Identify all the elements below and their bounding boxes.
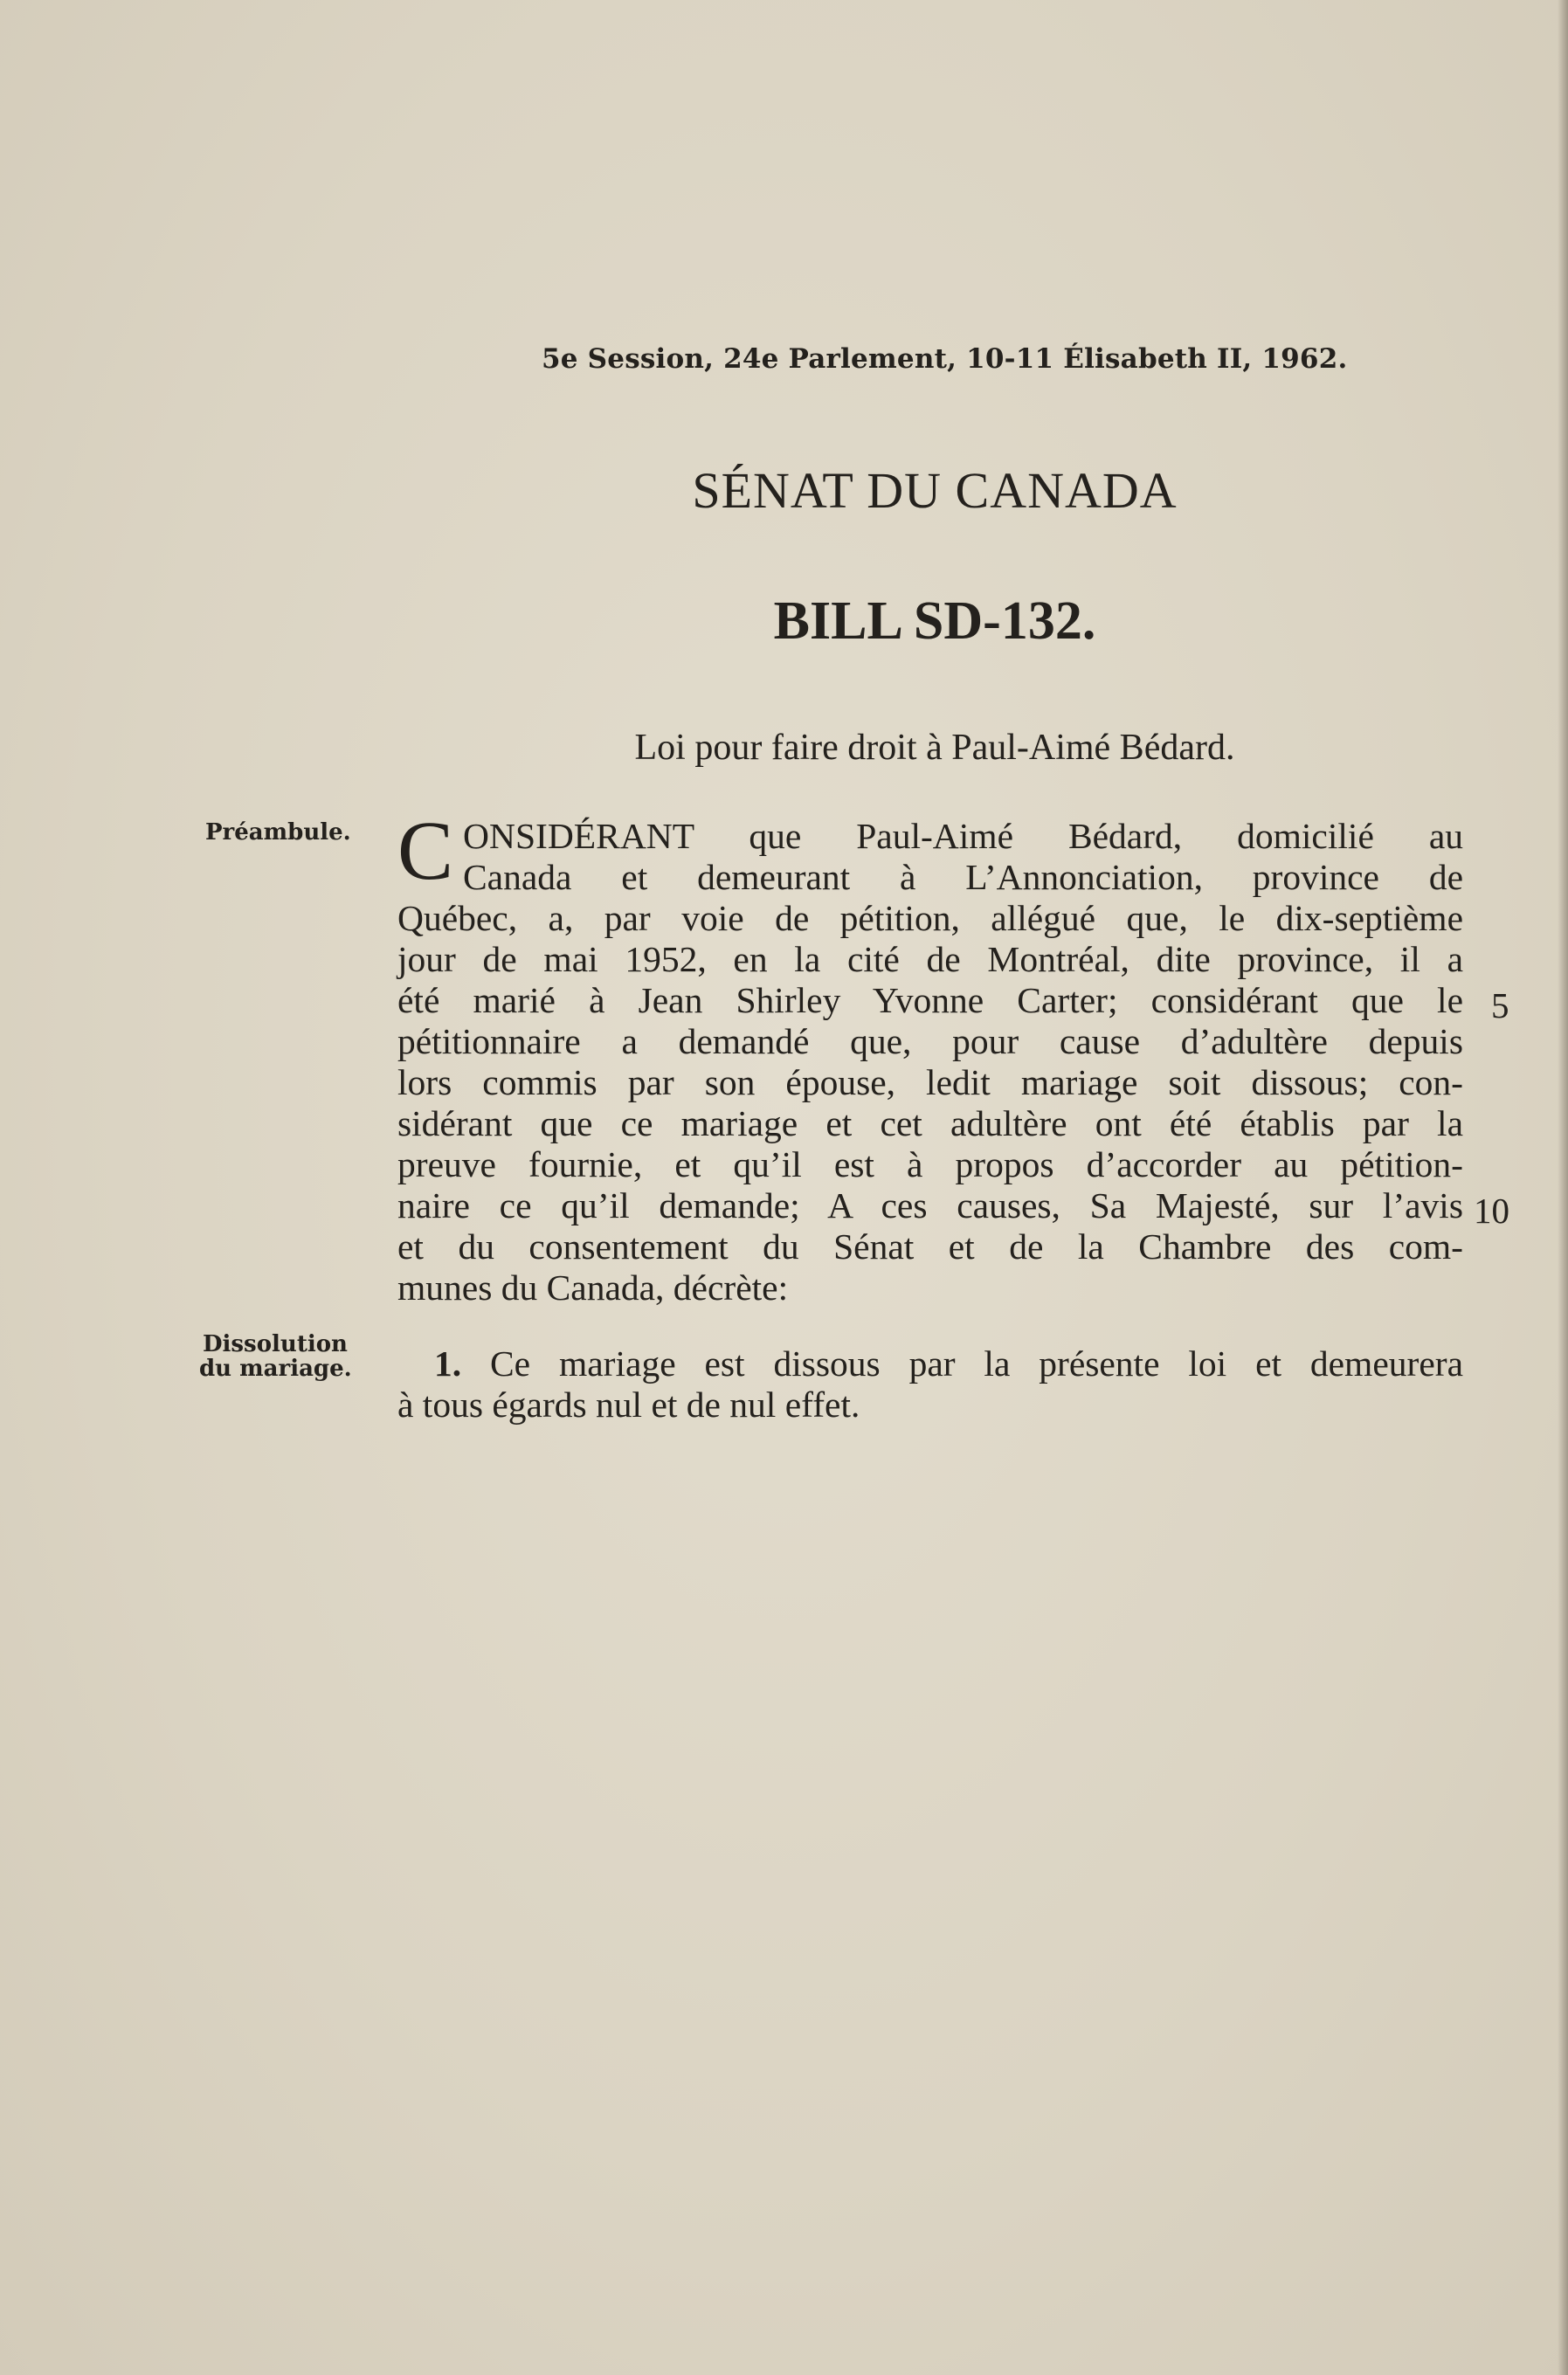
preamble-line: et du consentement du Sénat et de la Chambre des com- <box>397 1226 1463 1267</box>
preamble-line: preuve fournie, et qu’il est à propos d’accorder au pétition- <box>397 1144 1463 1184</box>
bill-subtitle: Loi pour faire droit à Paul-Aimé Bédard. <box>634 728 1235 768</box>
preamble-line: lors commis par son épouse, ledit mariage soit dissous; con- <box>397 1062 1463 1102</box>
bill-number: BILL SD-132. <box>773 591 1096 651</box>
clause-1-line-1 <box>434 1343 1463 1384</box>
clause-1-number: 1. <box>434 1343 462 1384</box>
clause-1-line-2: à tous égards nul et de nul effet. <box>397 1384 860 1425</box>
margin-note-dissolution-2: du mariage. <box>199 1356 352 1382</box>
line-number-10: 10 <box>1474 1191 1509 1231</box>
preamble-line: naire ce qu’il demande; A ces causes, Sa Majesté, sur l’avis <box>397 1185 1463 1225</box>
margin-note-dissolution-1: Dissolution <box>203 1331 348 1357</box>
preamble-line: ONSIDÉRANT que Paul-Aimé Bédard, domicilié au <box>463 816 1463 856</box>
preamble-line: été marié à Jean Shirley Yvonne Carter; considérant que le <box>397 980 1463 1020</box>
preamble-line: pétitionnaire a demandé que, pour cause d’adultère depuis <box>397 1021 1463 1061</box>
preamble-line: sidérant que ce mariage et cet adultère ont été établis par la <box>397 1103 1463 1143</box>
session-header: 5e Session, 24e Parlement, 10-11 Élisabeth II, 1962. <box>542 343 1348 375</box>
clause-1-text: Ce mariage est dissous par la présente loi et demeurera <box>490 1343 1463 1384</box>
preamble-line: Canada et demeurant à L’Annonciation, province de <box>463 857 1463 897</box>
page-edge-shadow <box>1558 0 1568 2375</box>
preamble-line: jour de mai 1952, en la cité de Montréal, dite province, il a <box>397 939 1463 979</box>
senate-title: SÉNAT DU CANADA <box>692 462 1178 519</box>
preamble-line: Québec, a, par voie de pétition, allégué que, le dix-septième <box>397 898 1463 938</box>
margin-note-preamble: Préambule. <box>205 819 351 846</box>
preamble-dropcap: C <box>397 804 454 897</box>
preamble-line: munes du Canada, décrète: <box>397 1267 789 1308</box>
line-number-5: 5 <box>1491 985 1509 1025</box>
